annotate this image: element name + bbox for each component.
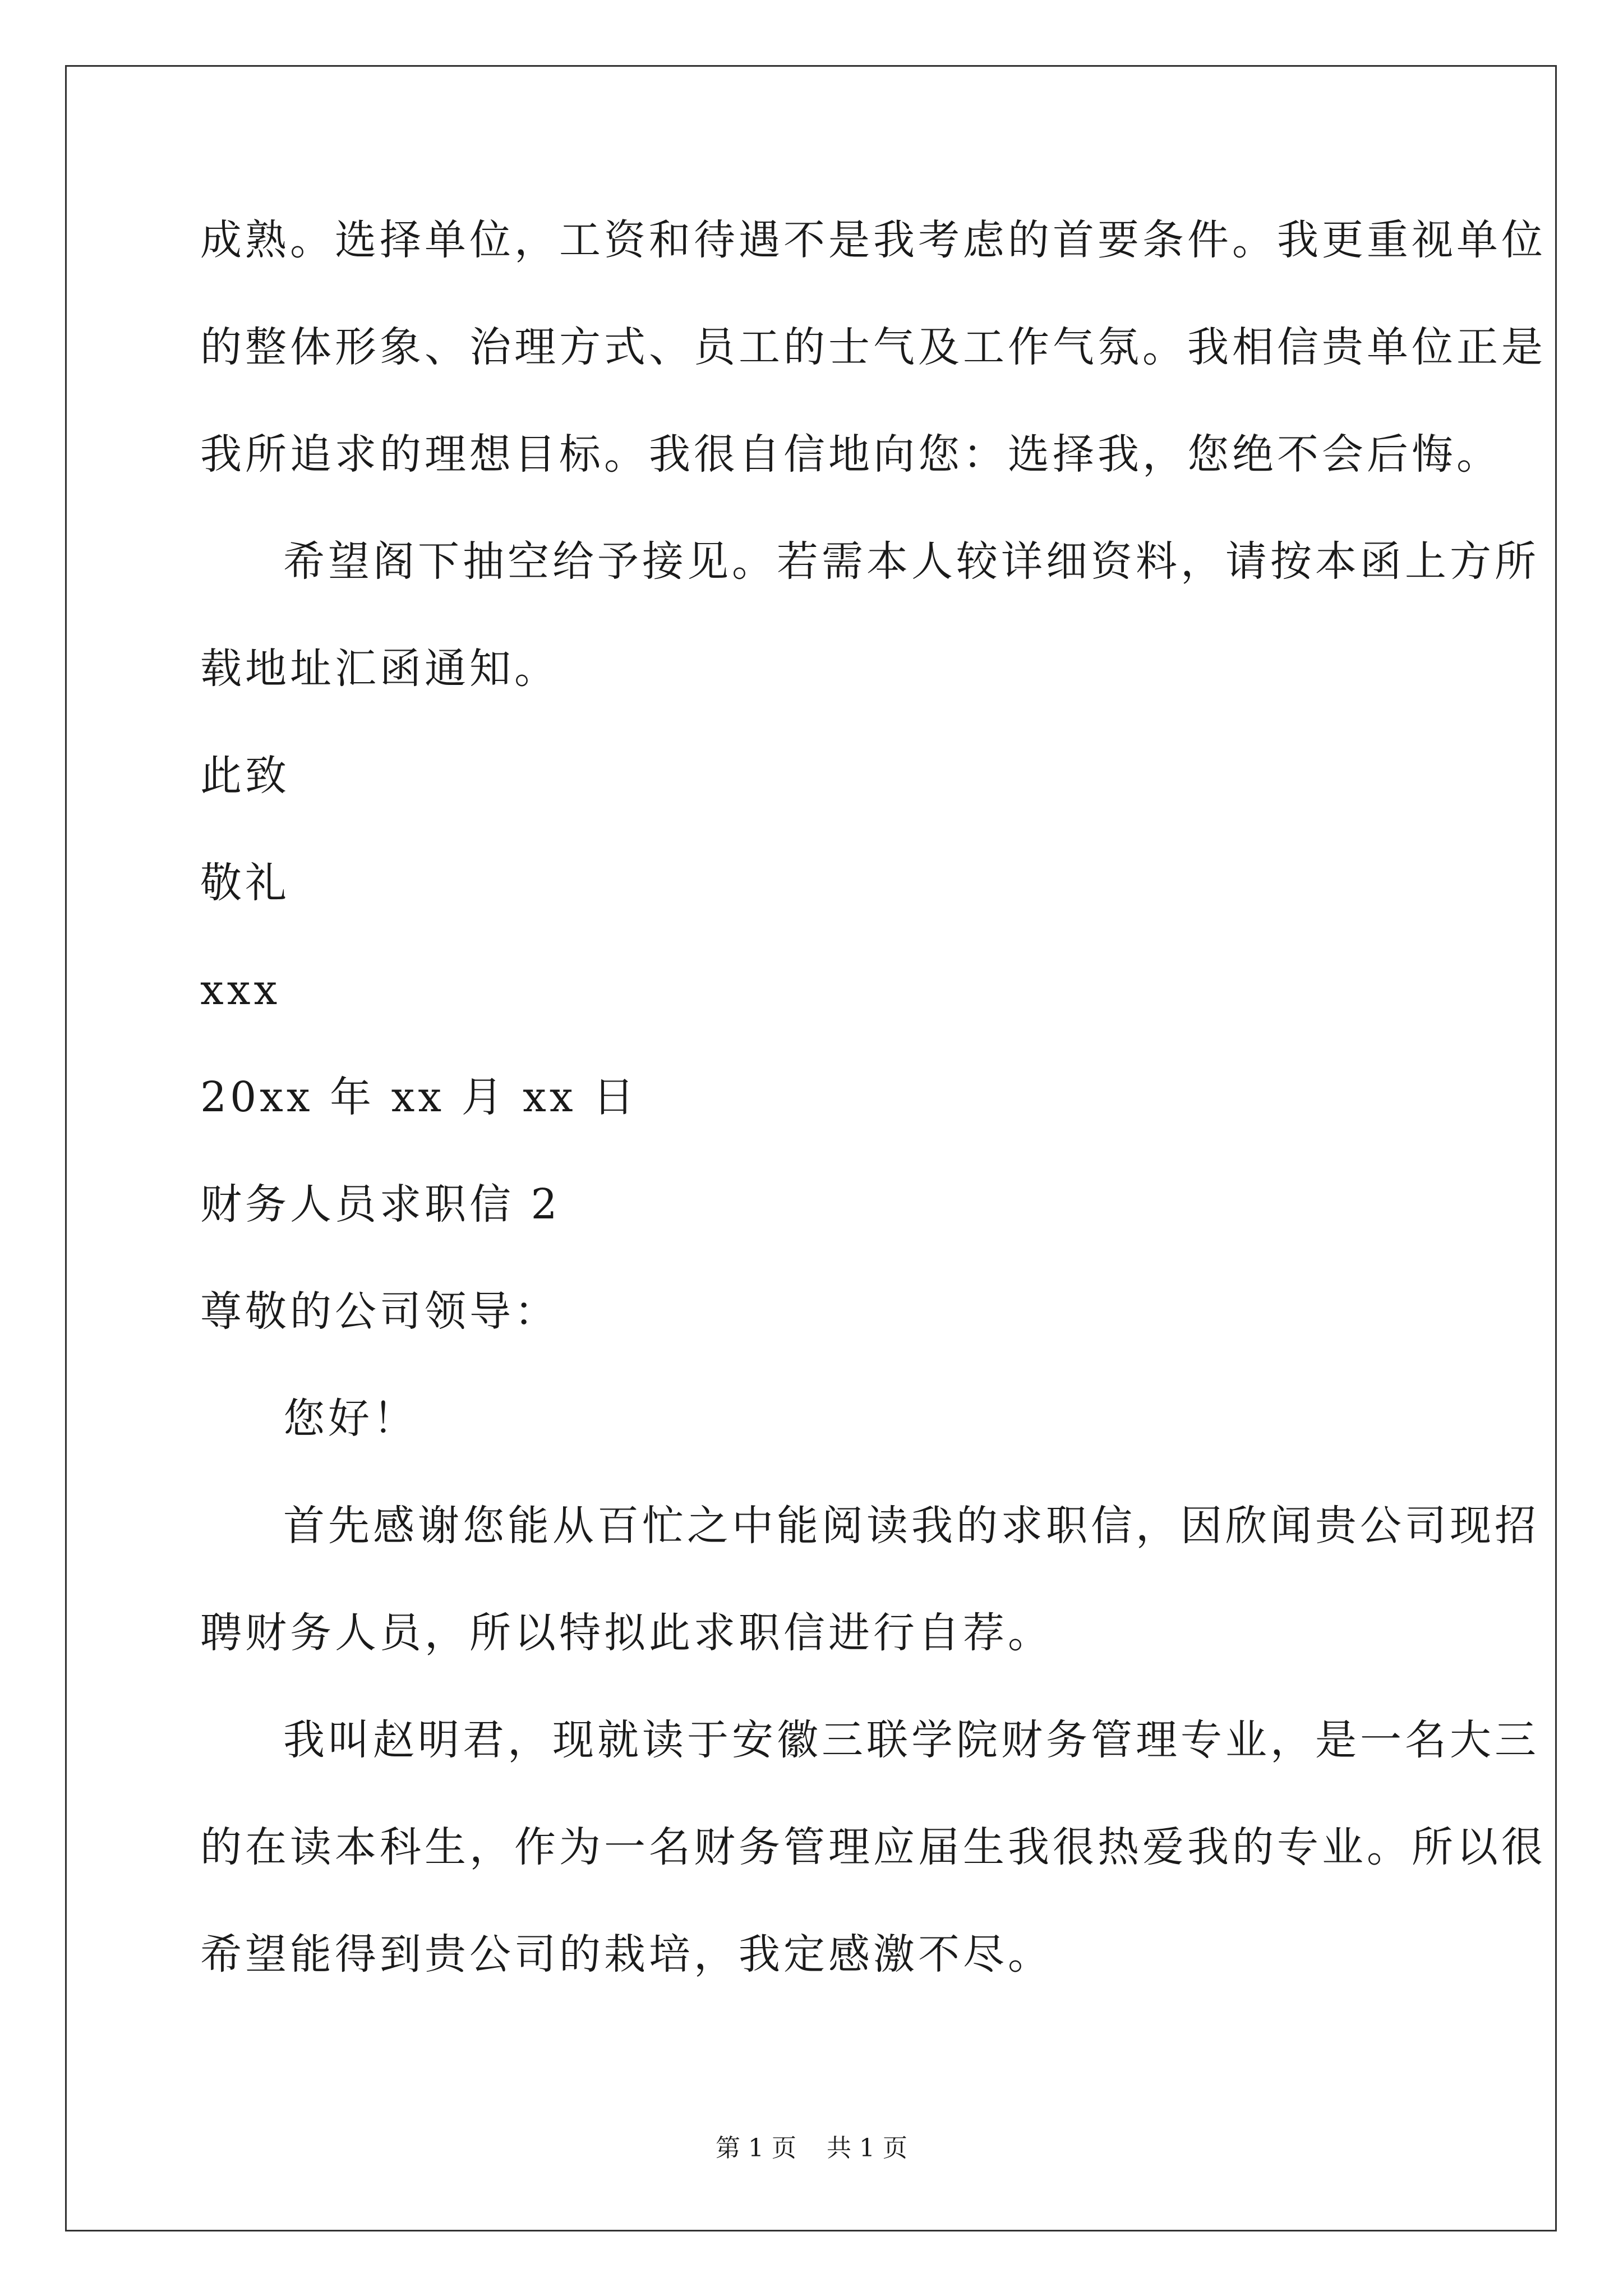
section-title: 财务人员求职信 2	[200, 1180, 561, 1228]
signature-name: xxx	[200, 966, 281, 1014]
page-count: 共 1 页	[827, 2134, 907, 2162]
document-body	[200, 213, 1546, 2035]
text-line: 成熟。选择单位，工资和待遇不是我考虑的首要条件。我更重视单位	[200, 216, 1546, 264]
text-line: 我所追求的理想目标。我很自信地向您：选择我，您绝不会后悔。	[200, 430, 1501, 478]
text-line: 载地址汇函通知。	[200, 645, 559, 693]
text-line: 的整体形象、治理方式、员工的士气及工作气氛。我相信贵单位正是	[200, 323, 1546, 371]
page-number: 第 1 页	[716, 2134, 796, 2162]
text-line: 首先感谢您能从百忙之中能阅读我的求职信，因欣闻贵公司现招	[283, 1502, 1539, 1550]
text-line: 我叫赵明君，现就读于安徽三联学院财务管理专业，是一名大三	[283, 1716, 1539, 1764]
text-line: 希望能得到贵公司的栽培，我定感激不尽。	[200, 1930, 1053, 1978]
text-line: 聘财务人员，所以特拟此求职信进行自荐。	[200, 1609, 1053, 1657]
closing-salutation: 此致	[200, 752, 290, 800]
text-line: 的在读本科生，作为一名财务管理应届生我很热爱我的专业。所以很	[200, 1823, 1546, 1871]
signature-date: 20xx 年 xx 月 xx 日	[200, 1073, 638, 1121]
text-line: 希望阁下抽空给予接见。若需本人较详细资料，请按本函上方所	[283, 537, 1539, 586]
greeting-addressee: 尊敬的公司领导：	[200, 1287, 559, 1336]
greeting: 您好！	[283, 1395, 418, 1443]
page-footer	[0, 2132, 1623, 2165]
closing-regards: 敬礼	[200, 859, 290, 907]
